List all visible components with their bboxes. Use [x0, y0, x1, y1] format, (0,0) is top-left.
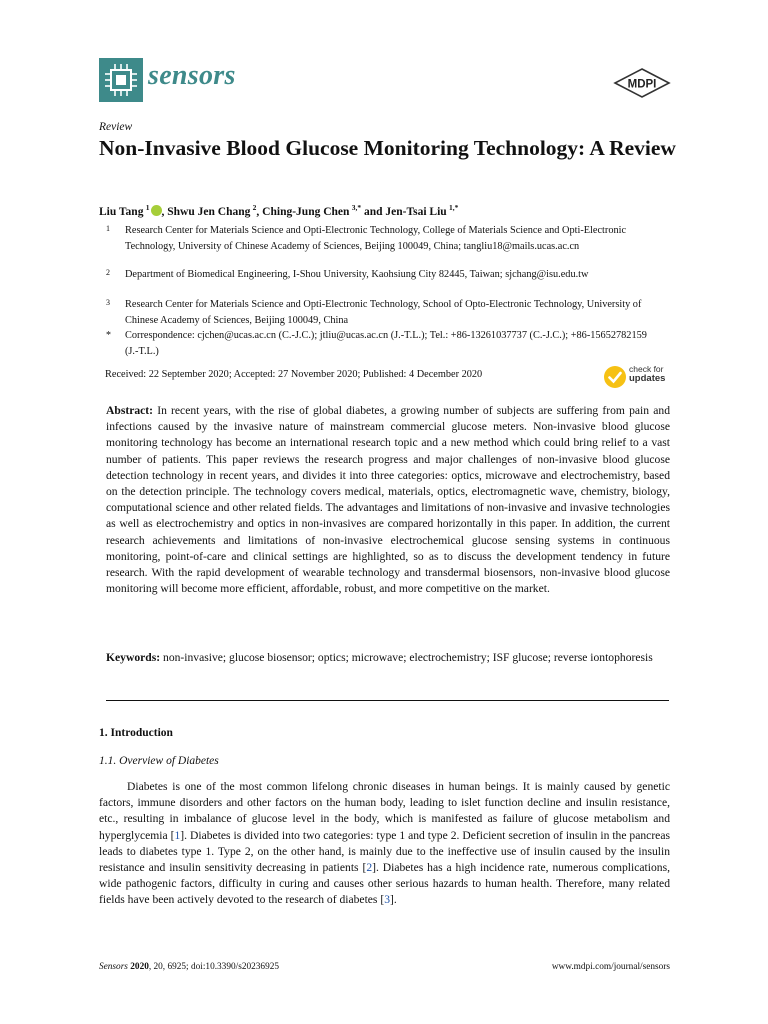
author-list: Liu Tang $^1$ , Shwu Jen Chang $^2$, Ching-Jung Chen $^{3,*}$ and Jen-Tsai Liu $^{1,*}$ — [99, 203, 459, 218]
correspondence-mark: * — [106, 330, 111, 341]
footer-year: 2020 — [130, 962, 149, 972]
check-updates-link[interactable] — [629, 365, 665, 383]
author-affiliation-mark: 1,* — [448, 203, 459, 212]
paragraph-text: ]. — [390, 893, 397, 907]
abstract-label: Abstract: — [106, 404, 154, 417]
citation-link[interactable]: 1 — [174, 828, 181, 842]
section-heading: 1. Introduction — [99, 727, 173, 739]
citation-link[interactable]: 2 — [366, 861, 373, 875]
footer-doi: , 20, 6925; doi:10.3390/s20236925 — [148, 962, 280, 972]
affiliation-text: Department of Biomedical Engineering, I-Shou University, Kaohsiung City 82445, Taiwan; sjchang@isu.edu.tw — [125, 269, 589, 280]
orcid-icon[interactable] — [151, 205, 162, 216]
footer-journal: Sensors — [99, 962, 128, 972]
check-updates-line2: updates — [629, 373, 666, 384]
author-affiliation-mark: 2 — [252, 203, 257, 212]
keywords-text: non-invasive; glucose biosensor; optics; microwave; electrochemistry; ISF glucose; reverse iontophoresis — [163, 651, 653, 664]
publisher-name: MDPI — [627, 78, 657, 91]
author-name[interactable]: Ching-Jung Chen — [262, 205, 350, 218]
article-type: Review — [99, 121, 133, 133]
keywords — [106, 650, 670, 666]
author-name[interactable]: Jen-Tsai Liu — [385, 205, 447, 218]
article-title: Non-Invasive Blood Glucose Monitoring Technology: A Review — [99, 136, 676, 160]
keywords-label: Keywords: — [106, 651, 161, 664]
affiliation-text: Research Center for Materials Science and Opti-Electronic Technology, College of Materials Science and Opti-Electronic Technology, University of Chinese Academy of Sciences, Beijing 100049, China; tangliu18@mails.ucas.ac.cn — [125, 225, 627, 252]
abstract-text: In recent years, with the rise of global diabetes, a growing number of subjects are suffering from pain and infections caused by the invasive nature of mainstream commercial glucose meters. Non-invasive blood glucose monitoring technology has become an international research topic and a new method which could bring relief to a vast number of patients. This paper reviews the research progress and major challenges of non-invasive blood glucose detection technology in recent years, and divides it into three categories: optics, microwave and electrochemistry, based on the detection principle. The technology covers medical, materials, optics, electromagnetic wave, chemistry, biology, computational science and other related fields. The advantages and limitations of non-invasive and invasive technologies as well as electrochemistry and optics in non-invasives are compared horizontally in this paper. In addition, the current research achievements and limitations of non-invasive electrochemical glucose sensing systems in continuous monitoring, point-of-care and clinical settings are highlighted, so as to discuss the development tendency in future research. With the rapid development of wearable technology and transdermal biosensors, non-invasive blood glucose monitoring will become more efficient, affordable, robust, and more competitive on the market. — [106, 404, 670, 596]
check-updates-icon[interactable] — [603, 365, 627, 394]
publication-dates: Received: 22 September 2020; Accepted: 27 November 2020; Published: 4 December 2020 — [105, 369, 483, 380]
footer-citation — [99, 962, 279, 972]
author-name[interactable]: Liu Tang — [99, 205, 144, 218]
author-affiliation-mark: 1 — [145, 203, 150, 212]
journal-name: sensors — [148, 60, 236, 91]
author-name[interactable]: Shwu Jen Chang — [167, 205, 251, 218]
subsection-heading: 1.1. Overview of Diabetes — [99, 755, 219, 767]
correspondence-text: Correspondence: cjchen@ucas.ac.cn (C.-J.C.); jtliu@ucas.ac.cn (J.-T.L.); Tel.: +86-13261037737 (C.-J.C.); +86-15652782159 (J.-T.L.) — [125, 330, 647, 357]
citation-link[interactable]: 3 — [384, 893, 391, 907]
affiliation-text: Research Center for Materials Science and Opti-Electronic Technology, School of Opto-Electronic Technology, University of Chinese Academy of Sciences, Beijing 100049, China — [125, 299, 642, 326]
paragraph-text: ]. Diabetes has a high incidence rate, numerous complications, wide pathogenic factors, difficulty in curing and causes other serious hazards to human health. Therefore, many related fields have been actively devoted to the research of diabetes [ — [99, 861, 670, 907]
paragraph-text: ]. Diabetes is divided into two categories: type 1 and type 2. Deficient secretion of insulin in the pancreas leads to diabetes type 1. Type 2, on the other hand, is mainly due to the ineffective use of insulin caused by the insulin resistance and insulin sensitivity decreasing in patients [ — [99, 828, 670, 875]
affiliation-mark: 1 — [106, 224, 110, 233]
body-paragraph — [99, 779, 670, 909]
author-affiliation-mark: 3,* — [351, 203, 362, 212]
journal-logo-icon — [99, 58, 143, 102]
check-updates-line1: check for — [629, 364, 664, 374]
divider — [106, 700, 669, 701]
footer-url[interactable]: www.mdpi.com/journal/sensors — [551, 962, 670, 972]
affiliation-mark: 2 — [106, 268, 110, 277]
publisher-logo — [612, 68, 672, 103]
affiliation-mark: 3 — [106, 298, 110, 307]
abstract — [106, 403, 670, 597]
paragraph-text: Diabetes is one of the most common lifelong chronic diseases in human beings. It is mainly caused by genetic factors, immune disorders and other factors on the human body, leading to islet function decline and insulin resistance, etc., resulting in imbalance of glucose level in the body, which is manifested as failure of glucose metabolism and hyperglycemia [ — [99, 780, 670, 842]
